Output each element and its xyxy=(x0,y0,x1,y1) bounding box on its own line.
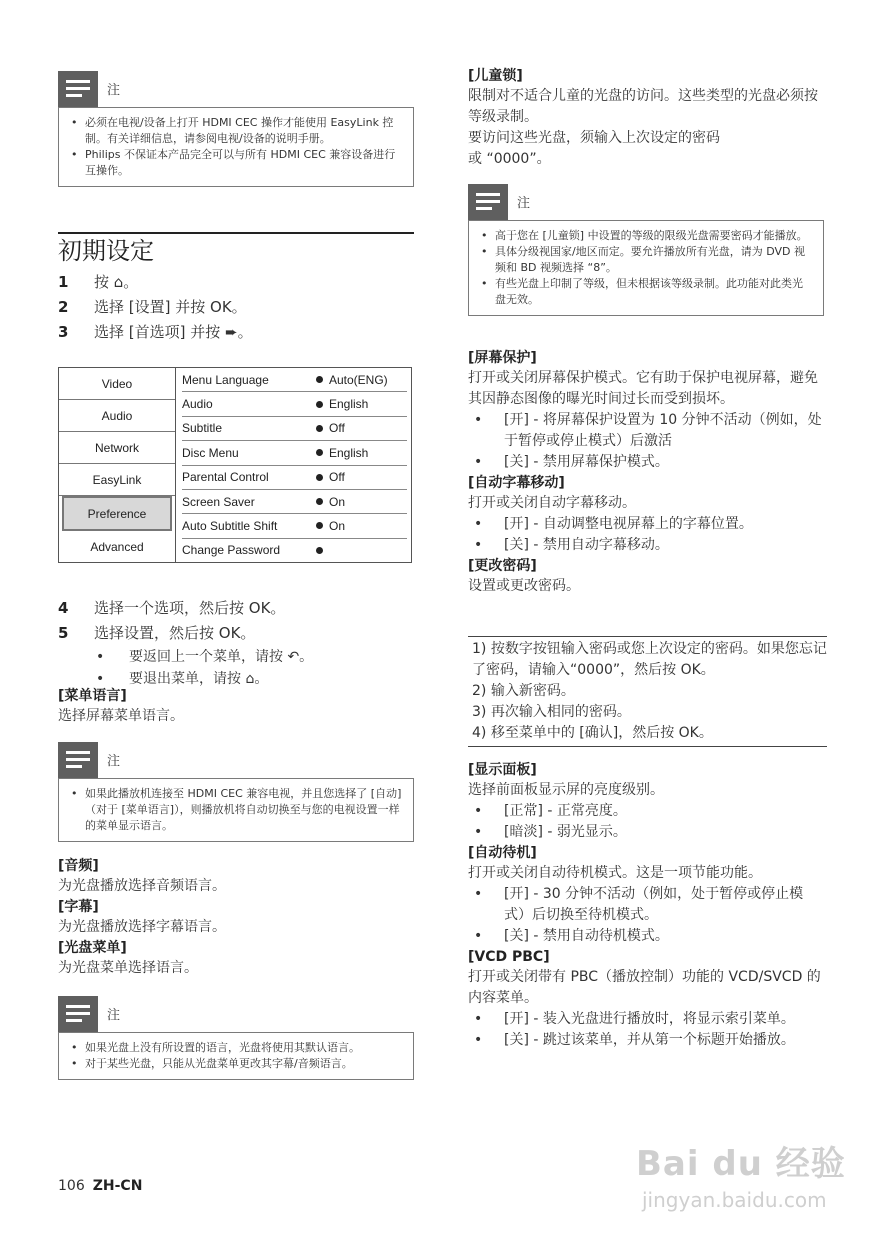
paragraph: 要访问这些光盘，须输入上次设定的密码 xyxy=(468,130,720,146)
heading: [菜单语言] xyxy=(58,688,127,704)
paragraph: 设置或更改密码。 xyxy=(468,578,580,594)
note-icon xyxy=(58,71,98,107)
menu-category-video: Video xyxy=(59,368,175,400)
password-step: 4) 移至菜单中的 [确认]，然后按 OK。 xyxy=(472,725,713,741)
section-title: 初期设定 xyxy=(58,232,414,266)
heading: [显示面板] xyxy=(468,762,537,778)
watermark-url: jingyan.baidu.com xyxy=(642,1188,827,1212)
menu-row: Menu Language Auto(ENG) xyxy=(182,368,407,392)
note-box-3 xyxy=(58,996,414,1080)
note-title: 注 xyxy=(107,83,121,98)
bullet-item: • [正常] - 正常亮度。 xyxy=(468,801,824,822)
note-item: • 如果光盘上没有所设置的语言，光盘将使用其默认语言。 xyxy=(69,1040,403,1056)
bullet-icon xyxy=(316,547,323,554)
heading: [VCD PBC] xyxy=(468,949,550,965)
substep: • 要退出菜单，请按 ⌂。 xyxy=(58,668,414,690)
steps-list-2 xyxy=(58,596,414,690)
note-box-1 xyxy=(58,71,414,187)
display-panel-section xyxy=(468,760,824,1051)
password-steps-box xyxy=(468,636,827,747)
bullet-item: • [开] - 装入光盘进行播放时，将显示索引菜单。 xyxy=(468,1009,824,1030)
bullet-icon xyxy=(316,401,323,408)
heading: [自动待机] xyxy=(468,845,537,861)
paragraph: 或 “0000”。 xyxy=(468,151,551,167)
menu-row: Auto Subtitle Shift On xyxy=(182,514,407,538)
step: 1 按 ⌂。 xyxy=(58,273,139,291)
menu-categories xyxy=(59,368,176,562)
heading: [儿童锁] xyxy=(468,68,523,84)
menu-language-section xyxy=(58,686,414,727)
bullet-icon xyxy=(316,522,323,529)
child-lock-section xyxy=(468,66,824,170)
baidu-watermark xyxy=(636,1132,866,1222)
menu-category-network: Network xyxy=(59,432,175,464)
screensaver-section xyxy=(468,348,824,597)
bullet-icon xyxy=(316,474,323,481)
password-step: 3) 再次输入相同的密码。 xyxy=(472,704,631,720)
bullet-item: • [暗淡] - 弱光显示。 xyxy=(468,822,824,843)
step: 5 选择设置，然后按 OK。 xyxy=(58,624,256,642)
bullet-icon xyxy=(316,449,323,456)
note-item: • 如果此播放机连接至 HDMI CEC 兼容电视，并且您选择了 [自动]（对于 [菜单语言]），则播放机将自动切换至与您的电视设置一样的菜单显示语言。 xyxy=(69,786,403,834)
menu-row: Disc Menu English xyxy=(182,441,407,465)
menu-category-easylink: EasyLink xyxy=(59,464,175,496)
note-icon xyxy=(58,996,98,1032)
note-item: • 对于某些光盘，只能从光盘菜单更改其字幕/音频语言。 xyxy=(69,1056,403,1072)
menu-row: Audio English xyxy=(182,392,407,416)
menu-options xyxy=(176,368,411,562)
note-box-4 xyxy=(468,184,824,316)
paragraph: 打开或关闭带有 PBC（播放控制）功能的 VCD/SVCD 的内容菜单。 xyxy=(468,969,821,1006)
note-item: • 有些光盘上印制了等级，但未根据该等级录制。此功能对此类光盘无效。 xyxy=(479,276,813,308)
password-step: 2) 输入新密码。 xyxy=(472,683,575,699)
bullet-item: • [关] - 禁用自动字幕移动。 xyxy=(468,535,824,556)
bullet-item: • [开] - 将屏幕保护设置为 10 分钟不活动（例如，处于暂停或停止模式）后激活 xyxy=(468,410,824,452)
menu-row: Change Password xyxy=(182,539,407,562)
settings-menu-diagram xyxy=(58,367,412,563)
note-item: • 必须在电视/设备上打开 HDMI CEC 操作才能使用 EasyLink 控制。有关详细信息，请参阅电视/设备的说明手册。 xyxy=(69,115,403,147)
paragraph: 为光盘播放选择字幕语言。 xyxy=(58,919,226,935)
note-title: 注 xyxy=(517,196,531,211)
page-footer xyxy=(58,1178,142,1194)
steps-list xyxy=(58,270,414,345)
note-title: 注 xyxy=(107,1008,121,1023)
menu-category-preference: Preference xyxy=(62,496,172,531)
password-step: 1) 按数字按钮输入密码或您上次设定的密码。如果您忘记了密码，请输入“0000”，然后按 OK。 xyxy=(472,641,827,678)
bullet-item: • [开] - 自动调整电视屏幕上的字幕位置。 xyxy=(468,514,824,535)
heading: [音频] xyxy=(58,858,99,874)
paragraph: 打开或关闭自动待机模式。这是一项节能功能。 xyxy=(468,865,762,881)
paragraph: 为光盘播放选择音频语言。 xyxy=(58,878,226,894)
bullet-icon xyxy=(316,425,323,432)
step: 4 选择一个选项，然后按 OK。 xyxy=(58,599,286,617)
note-item: • 高于您在 [儿童锁] 中设置的等级的限级光盘需要密码才能播放。 xyxy=(479,228,813,244)
bullet-item: • [开] - 30 分钟不活动（例如，处于暂停或停止模式）后切换至待机模式。 xyxy=(468,884,824,926)
menu-row: Subtitle Off xyxy=(182,417,407,441)
substep: • 要返回上一个菜单，请按 ↶。 xyxy=(58,646,414,668)
note-title: 注 xyxy=(107,754,121,769)
bullet-item: • [关] - 禁用屏幕保护模式。 xyxy=(468,452,824,473)
paragraph: 限制对不适合儿童的光盘的访问。这些类型的光盘必须按等级录制。 xyxy=(468,88,818,125)
audio-section xyxy=(58,856,414,979)
note-item: • Philips 不保证本产品完全可以与所有 HDMI CEC 兼容设备进行互操作。 xyxy=(69,147,403,179)
note-item: • 具体分级视国家/地区而定。要允许播放所有光盘，请为 DVD 视频和 BD 视频选择 “8”。 xyxy=(479,244,813,276)
paragraph: 打开或关闭屏幕保护模式。它有助于保护电视屏幕，避免其因静态图像的曝光时间过长而受到损坏。 xyxy=(468,370,818,407)
heading: [屏幕保护] xyxy=(468,350,537,366)
paragraph: 选择前面板显示屏的亮度级别。 xyxy=(468,782,664,798)
paragraph: 打开或关闭自动字幕移动。 xyxy=(468,495,636,511)
language-code: ZH-CN xyxy=(92,1178,143,1194)
bullet-item: • [关] - 禁用自动待机模式。 xyxy=(468,926,824,947)
paragraph: 为光盘菜单选择语言。 xyxy=(58,960,198,976)
watermark-logo: Bai du 经验 xyxy=(636,1144,846,1184)
paragraph: 选择屏幕菜单语言。 xyxy=(58,708,184,724)
step: 3 选择 [首选项] 并按 ➨。 xyxy=(58,323,253,341)
heading: [自动字幕移动] xyxy=(468,475,565,491)
menu-row: Parental Control Off xyxy=(182,466,407,490)
menu-row: Screen Saver On xyxy=(182,490,407,514)
note-icon xyxy=(58,742,98,778)
note-icon xyxy=(468,184,508,220)
note-box-2 xyxy=(58,742,414,842)
step: 2 选择 [设置] 并按 OK。 xyxy=(58,298,247,316)
bullet-icon xyxy=(316,376,323,383)
bullet-item: • [关] - 跳过该菜单，并从第一个标题开始播放。 xyxy=(468,1030,824,1051)
heading: [光盘菜单] xyxy=(58,940,127,956)
bullet-icon xyxy=(316,498,323,505)
heading: [字幕] xyxy=(58,899,99,915)
page-number: 106 xyxy=(58,1178,85,1194)
menu-category-advanced: Advanced xyxy=(90,539,144,554)
menu-category-audio: Audio xyxy=(59,400,175,432)
heading: [更改密码] xyxy=(468,558,537,574)
